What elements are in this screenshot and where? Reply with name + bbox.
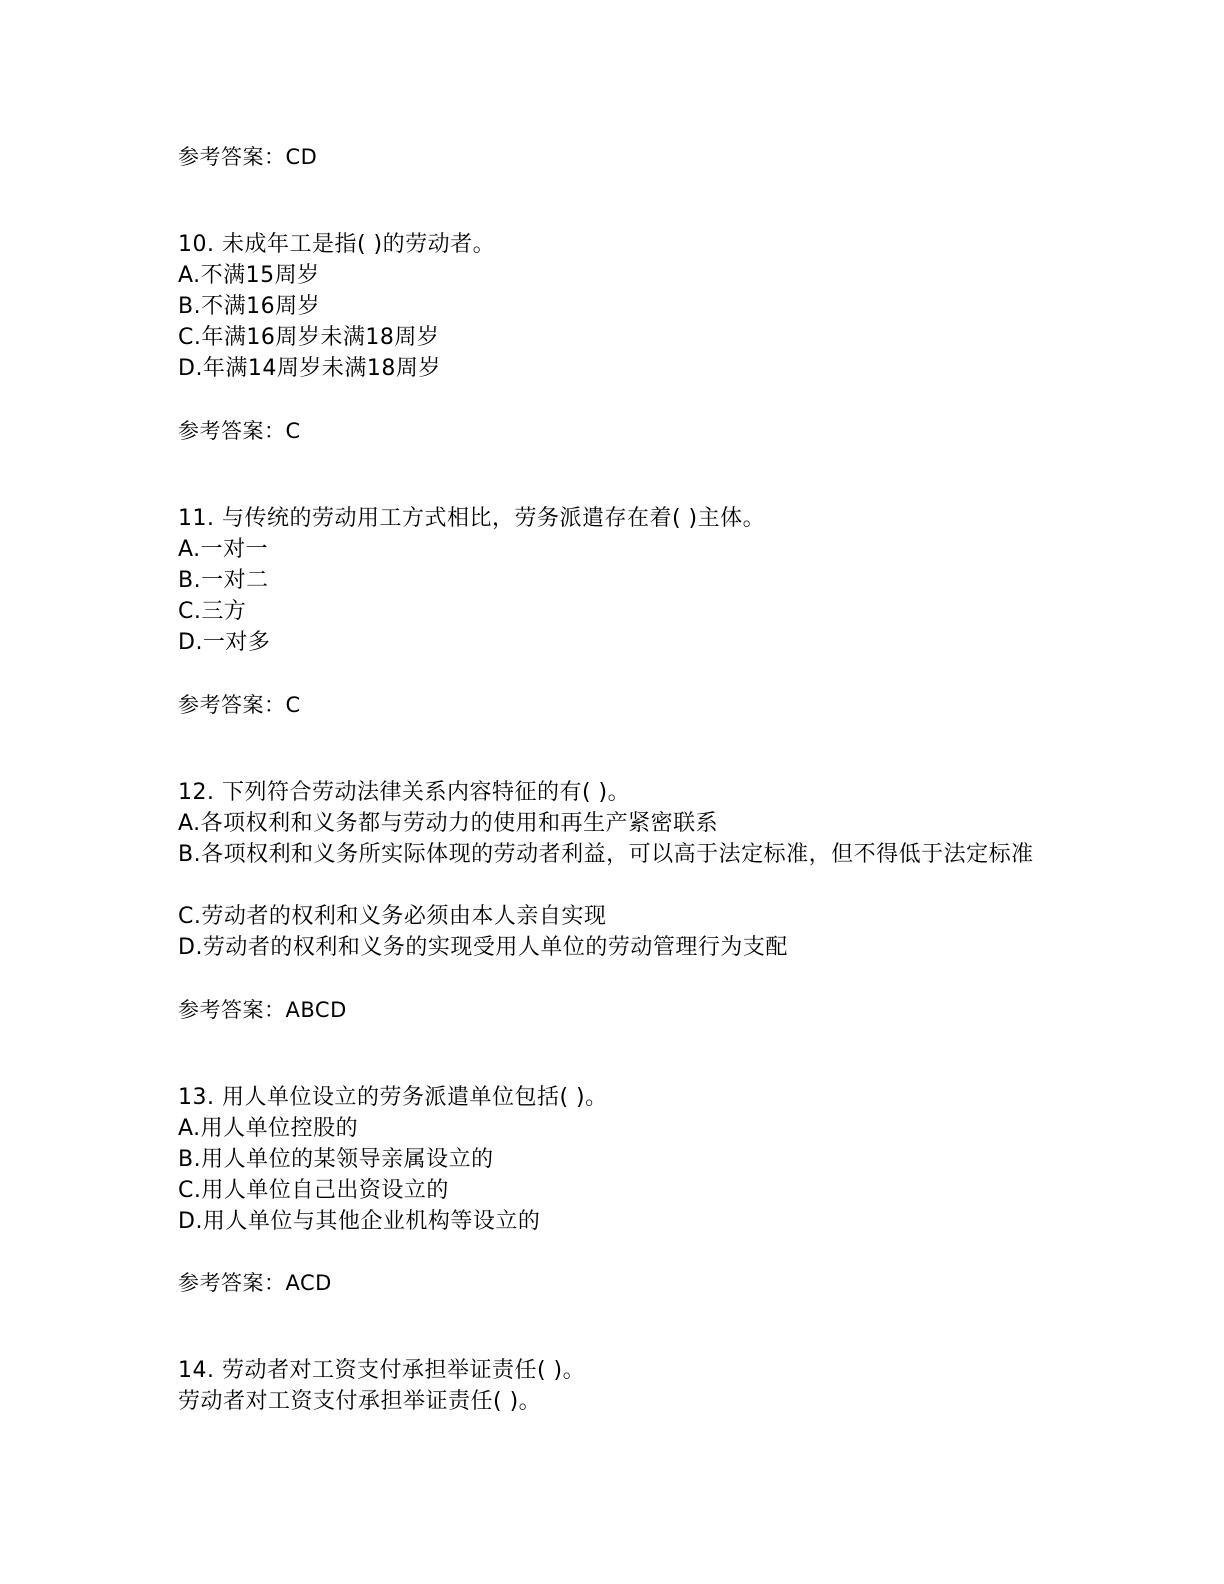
question-13-option-b: B.用人单位的某领导亲属设立的 [178, 1147, 494, 1172]
answer-q11: 参考答案：C [178, 693, 301, 717]
question-10-option-c: C.年满16周岁未满18周岁 [178, 325, 440, 350]
question-13-stem: 13. 用人单位设立的劳务派遣单位包括( )。 [178, 1085, 608, 1110]
question-11-option-a: A.一对一 [178, 537, 269, 562]
question-13-option-d: D.用人单位与其他企业机构等设立的 [178, 1209, 541, 1234]
question-10-option-b: B.不满16周岁 [178, 294, 321, 319]
question-13-option-c: C.用人单位自己出资设立的 [178, 1178, 449, 1203]
answer-q13: 参考答案：ACD [178, 1271, 332, 1295]
question-14-restated: 劳动者对工资支付承担举证责任( )。 [178, 1389, 542, 1414]
question-14-stem: 14. 劳动者对工资支付承担举证责任( )。 [178, 1358, 586, 1383]
question-10-option-d: D.年满14周岁未满18周岁 [178, 356, 441, 381]
answer-q10: 参考答案：C [178, 419, 301, 443]
question-10-option-a: A.不满15周岁 [178, 263, 320, 288]
question-11-option-c: C.三方 [178, 599, 247, 624]
question-12-option-c: C.劳动者的权利和义务必须由本人亲自实现 [178, 904, 607, 929]
answer-q12: 参考答案：ABCD [178, 998, 347, 1022]
question-11-stem: 11. 与传统的劳动用工方式相比，劳务派遣存在着( )主体。 [178, 506, 766, 531]
question-13-option-a: A.用人单位控股的 [178, 1116, 359, 1141]
question-12-option-b: B.各项权利和义务所实际体现的劳动者利益，可以高于法定标准，但不得低于法定标准 [178, 842, 1034, 867]
question-11-option-d: D.一对多 [178, 630, 271, 655]
question-12-stem: 12. 下列符合劳动法律关系内容特征的有( )。 [178, 780, 631, 805]
question-10-stem: 10. 未成年工是指( )的劳动者。 [178, 232, 496, 257]
question-11-option-b: B.一对二 [178, 568, 269, 593]
question-12-option-a: A.各项权利和义务都与劳动力的使用和再生产紧密联系 [178, 811, 719, 836]
question-12-option-d: D.劳动者的权利和义务的实现受用人单位的劳动管理行为支配 [178, 935, 788, 960]
answer-q9: 参考答案：CD [178, 145, 318, 169]
